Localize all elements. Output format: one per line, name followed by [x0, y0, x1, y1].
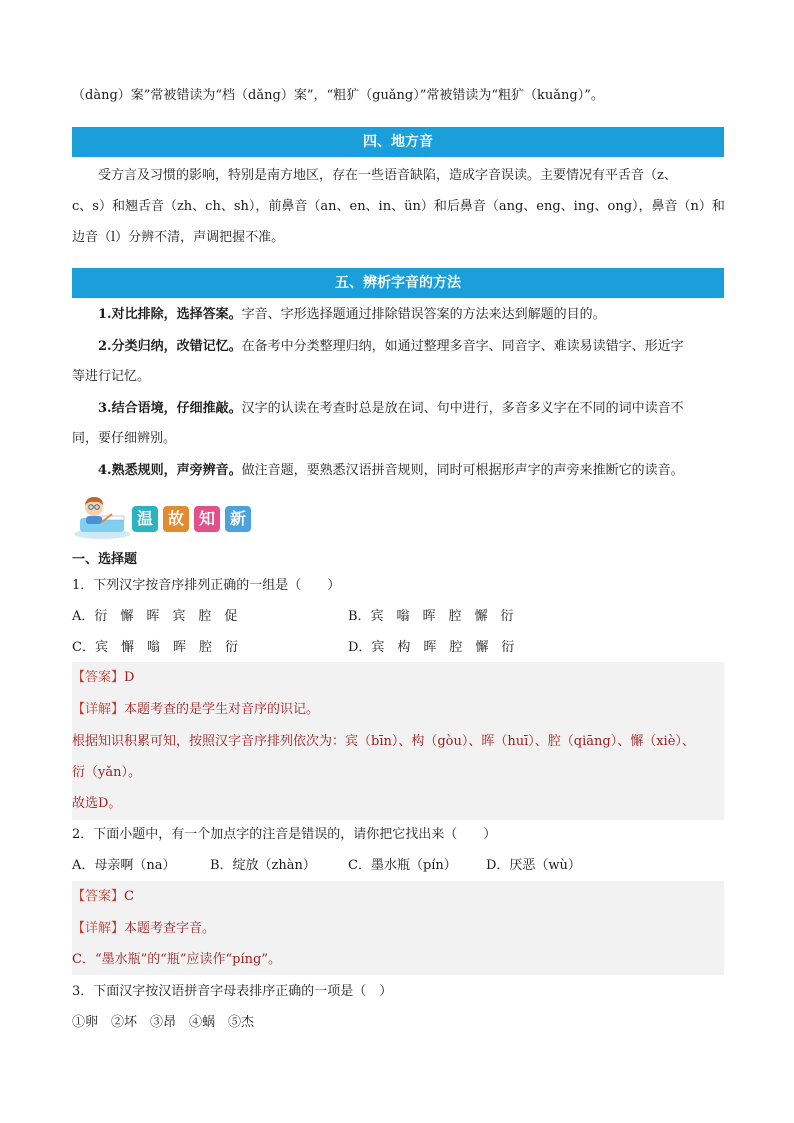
- method-text: 在备考中分类整理归纳，如通过整理多音字、同音字、难读易读错字、形近字: [241, 339, 684, 354]
- answer-line: [72, 887, 134, 907]
- question-2-stem: 2．下面小题中，有一个加点字的注音是错误的，请你把它找出来（ ）: [72, 827, 497, 842]
- method-item-3: [98, 399, 684, 419]
- method-text: 做注音题，要熟悉汉语拼音规则，同时可根据形声字的声旁来推断它的读音。: [241, 463, 684, 478]
- question-1-answer-block: [72, 662, 724, 820]
- detail-text: 本题考查的是学生对音序的识记。: [124, 702, 320, 717]
- method-item-1: [98, 305, 606, 325]
- answer-label: 【答案】: [72, 889, 125, 904]
- answer-label: 【答案】: [72, 670, 125, 685]
- detail-line: [72, 919, 215, 939]
- question-1-option-c: C．宾 懈 嗡 晖 腔 衍: [72, 640, 238, 655]
- detail-line: [72, 700, 319, 720]
- question-1-option-d: D．宾 构 晖 腔 懈 衍: [348, 640, 515, 655]
- method-item-4: [98, 461, 684, 481]
- question-1-option-a: A．衍 懈 晖 宾 腔 促: [72, 609, 238, 624]
- logo-tile: 故: [163, 506, 189, 532]
- question-2-option-b: B．绽放（zhàn）: [210, 858, 316, 873]
- section-4-line: 受方言及习惯的影响，特别是南方地区，存在一些语音缺陷，造成字音误读。主要情况有平舌音（z、: [98, 168, 677, 183]
- conclusion-line: 故选D。: [72, 796, 122, 811]
- answer-value: D: [124, 670, 135, 685]
- explain-line: 衍（yǎn）。: [72, 765, 141, 780]
- section-5-header: 五、辨析字音的方法: [72, 268, 724, 298]
- question-2-option-a: A．母亲啊（na）: [72, 858, 176, 873]
- question-3-stem: 3．下面汉字按汉语拼音字母表排序正确的一项是（ ）: [72, 984, 393, 999]
- continuation-line: （dàng）案”常被错读为“档（dǎng）案”，“粗犷（guǎng）”常被错读为“粗犷（kuǎng）”。: [72, 88, 604, 103]
- review-logo: [72, 494, 256, 540]
- student-cartoon-icon: [72, 494, 132, 540]
- method-title: 2.分类归纳，改错记忆。: [98, 339, 242, 354]
- detail-label: 【详解】: [72, 702, 125, 717]
- answer-line: [72, 668, 134, 688]
- detail-label: 【详解】: [72, 921, 125, 936]
- method-title: 3.结合语境，仔细推敲。: [98, 401, 242, 416]
- section-4-line: 边音（l）分辨不清，声调把握不准。: [72, 230, 285, 245]
- method-text: 字音、字形选择题通过排除错误答案的方法来达到解题的目的。: [241, 307, 606, 322]
- question-1-stem: 1．下列汉字按音序排列正确的一组是（ ）: [72, 578, 341, 593]
- explain-line: C．“墨水瓶”的“瓶”应读作“píng”。: [72, 952, 281, 967]
- section-4-line: c、s）和翘舌音（zh、ch、sh），前鼻音（an、en、in、ün）和后鼻音（ang、eng、ing、ong），鼻音（n）和: [72, 199, 725, 214]
- exercise-heading: 一、选择题: [72, 552, 138, 567]
- question-2-option-d: D．厌恶（wù）: [486, 858, 581, 873]
- logo-tile: 温: [132, 506, 158, 532]
- detail-text: 本题考查字音。: [124, 921, 216, 936]
- question-2-option-c: C．墨水瓶（pín）: [348, 858, 457, 873]
- method-item-2-cont: 等进行记忆。: [72, 369, 151, 384]
- logo-tile: 新: [225, 506, 251, 532]
- logo-tile: 知: [194, 506, 220, 532]
- method-item-3-cont: 同，要仔细辨别。: [72, 431, 177, 446]
- method-item-2: [98, 337, 684, 357]
- question-2-answer-block: [72, 881, 724, 975]
- explain-line: 根据知识积累可知，按照汉字音序排列依次为：宾（bīn）、构（gòu）、晖（huī）、腔（qiāng）、懈（xiè）、: [72, 734, 695, 749]
- method-title: 4.熟悉规则，声旁辨音。: [98, 463, 242, 478]
- section-4-header: 四、地方音: [72, 127, 724, 157]
- question-1-option-b: B．宾 嗡 晖 腔 懈 衍: [348, 609, 514, 624]
- method-text: 汉字的认读在考查时总是放在词、句中进行，多音多义字在不同的词中读音不: [241, 401, 684, 416]
- answer-value: C: [124, 889, 134, 904]
- method-title: 1.对比排除，选择答案。: [98, 307, 242, 322]
- question-3-items: ①卵 ②坏 ③昂 ④蜗 ⑤杰: [72, 1015, 255, 1030]
